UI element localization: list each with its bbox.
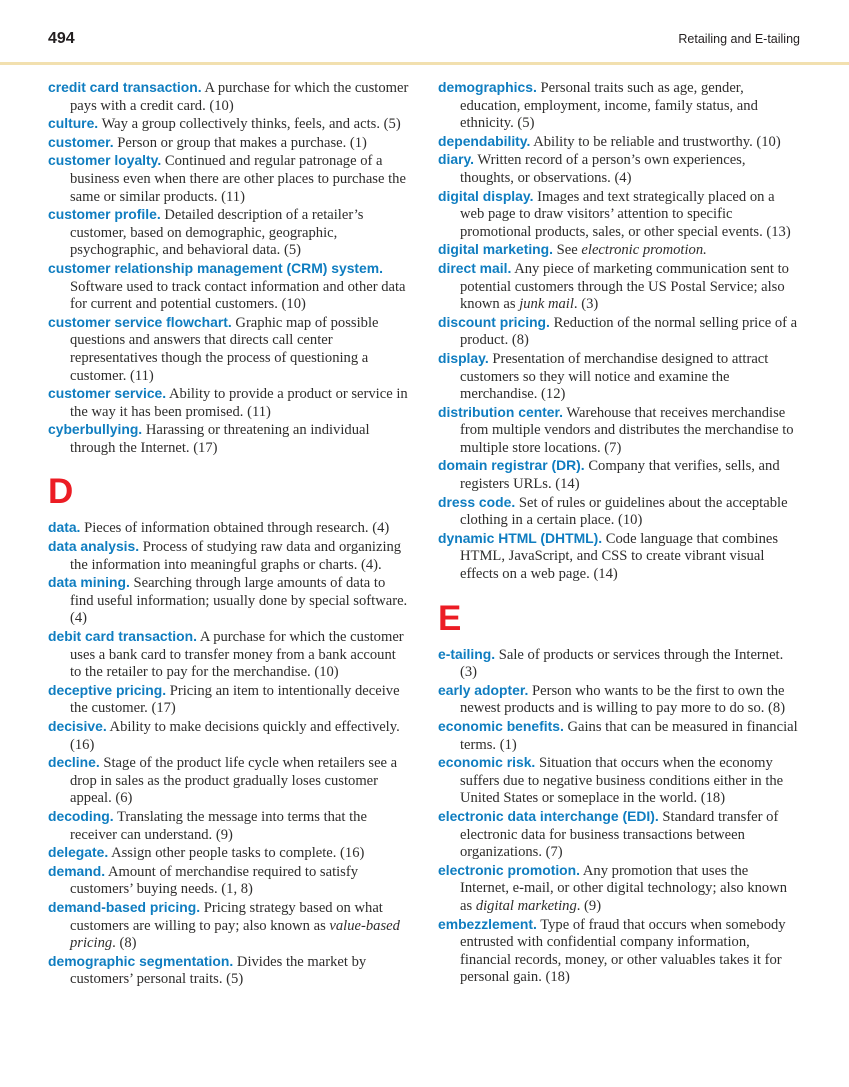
glossary-entry (438, 718, 800, 754)
definition-text: Stage of the product life cycle when retailers see a drop in sales as the product gradually loses customer appeal. (6) (70, 755, 398, 807)
glossary-term: decisive. (48, 718, 107, 734)
glossary-entry (48, 899, 410, 953)
page-header (48, 30, 800, 48)
glossary-term: customer service. (48, 385, 167, 402)
definition-text: Presentation of merchandise designed to attract customers so they will notice and examine the merchandise. (12) (460, 350, 769, 403)
glossary-term: cyberbullying. (48, 421, 143, 438)
glossary-entry (48, 574, 410, 628)
glossary-entry (438, 260, 800, 314)
glossary-term: dependability. (438, 132, 531, 149)
glossary-content (48, 79, 801, 989)
definition-text: Searching through large amounts of data to find useful information; usually done by special software. (4) (70, 575, 408, 627)
definition-text: Situation that occurs when the economy suffers due to negative business conditions either in the United States or someplace in the world. (18) (460, 755, 784, 807)
definition-text: Detailed description of a retailer’s customer, based on demographic, geographic, psychographic, and behavioral data. (5) (70, 207, 364, 259)
definition-text: Reduction of the normal selling price of a product. (8) (460, 314, 798, 349)
glossary-term: customer relationship management (CRM) system. (48, 259, 383, 276)
glossary-term: display. (438, 349, 489, 366)
glossary-term: demographics. (438, 79, 537, 95)
definition-text: Person or group that makes a purchase. (1) (117, 134, 367, 151)
page-number: 494 (48, 30, 75, 47)
glossary-term: decoding. (48, 807, 114, 824)
definition-text: See (556, 242, 582, 259)
glossary-entry (48, 152, 410, 206)
glossary-term: domain registrar (DR). (438, 457, 585, 474)
definition-text: Warehouse that receives merchandise from multiple vendors and distributes the merchandise to multiple store locations. (7) (460, 404, 794, 456)
definition-text: . (9) (576, 897, 602, 914)
glossary-entry (438, 862, 800, 916)
running-head: Retailing and E-tailing (678, 32, 800, 46)
definition-text: Sale of products or services through the Internet. (3) (460, 646, 784, 681)
glossary-term: delegate. (48, 844, 109, 861)
definition-italic: value-based pricing (70, 917, 400, 952)
definition-text: Standard transfer of electronic data for business transactions between organizations. (7) (460, 808, 779, 861)
definition-text: Graphic map of possible questions and answers that directs call center representatives though the process of questioning a customer. (11) (70, 314, 379, 384)
glossary-term: digital marketing. (438, 241, 554, 258)
glossary-entry (438, 682, 800, 718)
definition-text: . (8) (112, 935, 137, 952)
glossary-left-column (48, 79, 410, 989)
glossary-entry (48, 79, 410, 115)
glossary-entry (48, 863, 410, 899)
definition-text: Gains that can be measured in financial terms. (1) (460, 719, 798, 753)
definition-text: . (3) (573, 296, 599, 313)
definition-text: Ability to provide a product or service in the way it has been promised. (11) (70, 386, 408, 420)
glossary-term: economic risk. (438, 754, 536, 771)
glossary-entry (48, 314, 410, 385)
glossary-term: data mining. (48, 574, 130, 591)
glossary-term: dynamic HTML (DHTML). (438, 529, 603, 546)
definition-text: Any piece of marketing communication sent to potential customers through the US Postal Service; also known as (460, 260, 789, 313)
definition-italic: electronic promotion. (581, 242, 707, 259)
definition-text: Pricing an item to intentionally deceive the customer. (17) (70, 682, 400, 717)
definition-text: Personal traits such as age, gender, education, employment, income, family status, and ethnicity. (5) (460, 80, 758, 132)
glossary-entry (438, 457, 800, 493)
glossary-entry (48, 718, 410, 754)
glossary-entry (48, 538, 410, 574)
glossary-term: economic benefits. (438, 718, 564, 734)
definition-text: Way a group collectively thinks, feels, and acts. (5) (101, 116, 401, 133)
definition-italic: digital marketing (475, 897, 577, 914)
definition-text: Ability to make decisions quickly and effectively. (16) (70, 719, 400, 753)
definition-text: Pieces of information obtained through research. (4) (84, 520, 390, 537)
glossary-term: customer. (48, 133, 114, 150)
glossary-term: deceptive pricing. (48, 681, 167, 698)
definition-text: Divides the market by customers’ personal traits. (5) (70, 953, 367, 988)
glossary-entry (48, 206, 410, 260)
glossary-term: decline. (48, 754, 100, 771)
glossary-entry (438, 151, 800, 187)
definition-text: Amount of merchandise required to satisfy customers’ buying needs. (1, 8) (70, 863, 359, 898)
glossary-term: demographic segmentation. (48, 952, 234, 969)
definition-text: Images and text strategically placed on a web page to draw visitors’ attention to specific promotional products, sales, or other special events. (13) (460, 188, 791, 240)
glossary-entry (438, 79, 800, 133)
definition-text: Ability to be reliable and trustworthy. (10) (533, 133, 781, 150)
glossary-term: e-tailing. (438, 645, 496, 662)
glossary-term: early adopter. (438, 681, 529, 698)
glossary-entry (438, 188, 800, 242)
glossary-term: credit card transaction. (48, 79, 202, 95)
glossary-term: electronic data interchange (EDI). (438, 807, 659, 824)
glossary-entry (48, 953, 410, 989)
glossary-entry (438, 494, 800, 530)
glossary-entry (48, 844, 410, 863)
definition-text: Company that verifies, sells, and registers URLs. (14) (460, 458, 780, 493)
glossary-term: data. (48, 519, 81, 536)
glossary-entry (48, 628, 410, 682)
glossary-term: demand-based pricing. (48, 898, 201, 915)
definition-text: Pricing strategy based on what customers are willing to pay; also known as (70, 899, 383, 934)
header-rule (0, 62, 849, 65)
glossary-term: customer profile. (48, 206, 161, 223)
section-letter-d: D (48, 472, 74, 512)
glossary-entry (438, 808, 800, 862)
definition-text: Set of rules or guidelines about the acceptable clothing in a certain place. (10) (460, 494, 788, 529)
glossary-right-column (438, 79, 800, 989)
definition-text: Written record of a person’s own experiences, thoughts, or observations. (4) (460, 152, 746, 186)
glossary-term: data analysis. (48, 538, 140, 555)
definition-text: Any promotion that uses the Internet, e-mail, or other digital technology; also known as (460, 862, 788, 914)
definition-text: Software used to track contact information and other data for current and potential customers. (10) (70, 278, 406, 313)
glossary-term: distribution center. (438, 403, 564, 420)
glossary-entry (48, 421, 410, 457)
glossary-entry (48, 682, 410, 718)
glossary-term: demand. (48, 862, 106, 879)
glossary-term: discount pricing. (438, 313, 550, 330)
definition-text: Assign other people tasks to complete. (16) (111, 845, 365, 862)
glossary-term: dress code. (438, 493, 516, 510)
glossary-entry (438, 530, 800, 584)
glossary-term: digital display. (438, 187, 534, 204)
glossary-entry (48, 808, 410, 844)
definition-text: Continued and regular patronage of a business even when there are other places to purchase the same or similar products. (11) (70, 153, 406, 205)
glossary-term: embezzlement. (438, 915, 537, 932)
section-letter-e: E (438, 598, 462, 638)
glossary-entry (48, 385, 410, 421)
glossary-term: culture. (48, 115, 99, 132)
glossary-term: electronic promotion. (438, 861, 581, 878)
definition-italic: junk mail (519, 296, 574, 313)
glossary-entry (48, 260, 410, 314)
glossary-entry (48, 134, 410, 153)
definition-text: Person who wants to be the first to own the newest products and is willing to pay more to do so. (8) (460, 682, 786, 717)
definition-text: Type of fraud that occurs when somebody entrusted with confidential company information, financial records, money, or other valuables takes it for personal gain. (18) (460, 916, 786, 986)
glossary-entry (438, 646, 800, 682)
glossary-entry (438, 350, 800, 404)
glossary-entry (48, 115, 410, 134)
definition-text: Code language that combines HTML, JavaScript, and CSS to create vibrant visual effects on a web page. (14) (460, 530, 779, 583)
glossary-entry (438, 916, 800, 987)
glossary-term: direct mail. (438, 259, 512, 276)
glossary-entry (48, 754, 410, 808)
glossary-entry (438, 754, 800, 808)
definition-text: A purchase for which the customer uses a bank card to transfer money from a bank account to the retailer to pay for the merchandise. (10) (70, 629, 404, 681)
glossary-entry (438, 314, 800, 350)
glossary-term: customer service flowchart. (48, 313, 232, 330)
definition-text: Translating the message into terms that the receiver can understand. (9) (70, 808, 367, 843)
glossary-entry (438, 133, 800, 152)
glossary-entry (438, 241, 800, 260)
definition-text: A purchase for which the customer pays with a credit card. (10) (70, 80, 409, 114)
glossary-entry (438, 404, 800, 458)
glossary-term: customer loyalty. (48, 152, 162, 169)
definition-text: Process of studying raw data and organizing the information into meaningful graphs or charts. (4). (70, 539, 402, 573)
glossary-term: diary. (438, 151, 475, 168)
glossary-entry (48, 519, 410, 538)
definition-text: Harassing or threatening an individual through the Internet. (17) (70, 422, 370, 456)
glossary-term: debit card transaction. (48, 628, 197, 645)
